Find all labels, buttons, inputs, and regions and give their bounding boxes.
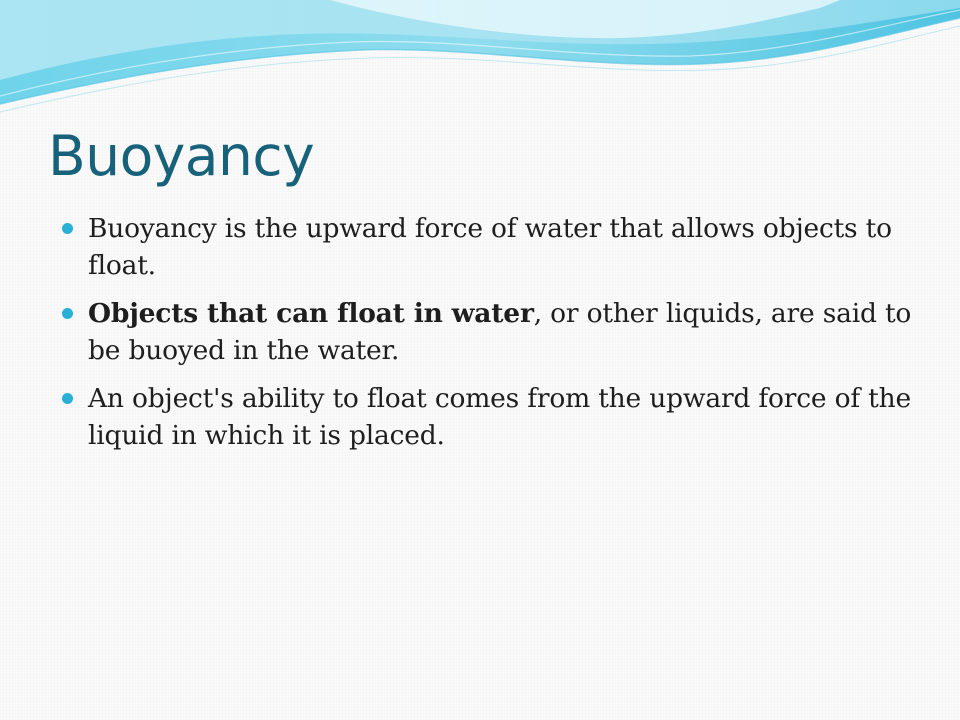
bullet-text: An object's ability to float comes from the upward force of the liquid in which it is placed. — [88, 383, 911, 451]
bullet-dot-icon — [62, 393, 73, 404]
bullet-dot-icon — [62, 308, 73, 319]
bullet-item — [62, 210, 922, 284]
bullet-text: , or other liquids, are said to be buoyed in the water. — [88, 298, 912, 366]
wave-header-decoration — [0, 0, 960, 120]
bullet-dot-icon — [62, 223, 73, 234]
bullet-list — [62, 210, 922, 465]
bullet-emphasis: Objects that can float in water — [88, 298, 534, 329]
bullet-item — [62, 295, 922, 369]
bullet-item — [62, 380, 922, 454]
bullet-text: Buoyancy is the upward force of water that allows objects to float. — [88, 213, 892, 281]
slide-title: Buoyancy — [48, 124, 315, 188]
